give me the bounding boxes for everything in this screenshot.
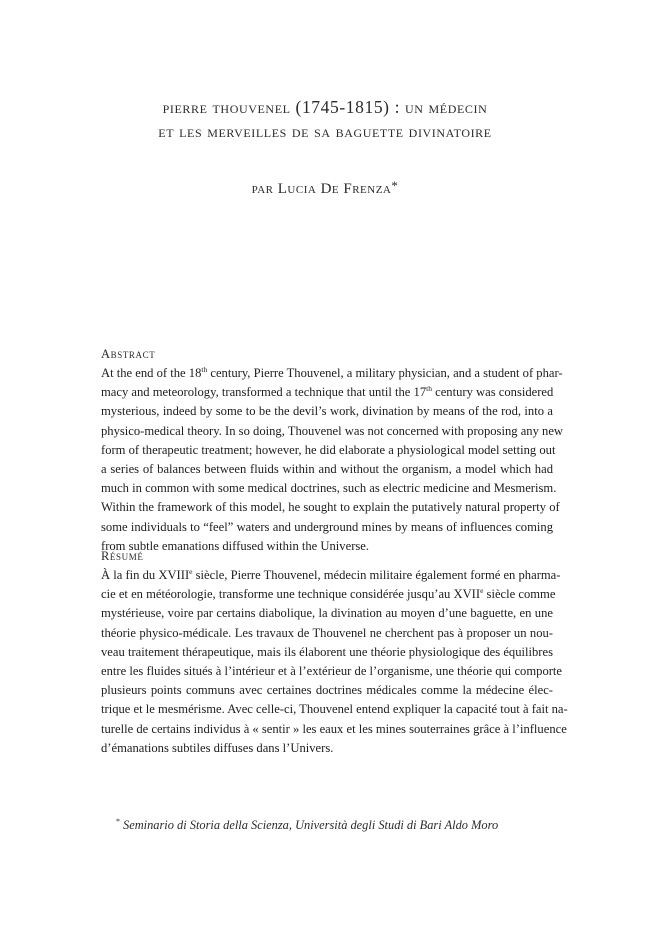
abstract-heading: Abstract [101, 347, 156, 361]
title-line-1: pierre thouvenel (1745-1815) : un médecin [162, 97, 488, 117]
resume-line [101, 681, 553, 700]
resume-line [101, 739, 553, 758]
abstract-line [101, 383, 553, 402]
resume-line [101, 662, 563, 681]
footnote-mark: * [116, 817, 120, 826]
line-text: century, Pierre Thouvenel, a military physician, and a student of phar- [207, 366, 563, 380]
abstract-line [101, 402, 553, 421]
line-text: veau traitement thérapeutique, mais ils élaborent une théorie physiologique des équilibres [101, 644, 553, 659]
abstract-line [101, 537, 553, 556]
resume-line [101, 566, 561, 585]
line-text: siècle comme [483, 587, 556, 602]
ordinal-superscript: th [426, 384, 432, 394]
article-title [60, 95, 590, 143]
line-text: mysterious, indeed by some to be the devil’s work, divination by means of the rod, into a [101, 404, 553, 419]
line-text: cie et en météorologie, transforme une technique considérée jusqu’au XVII [101, 587, 481, 602]
author-byline [60, 178, 590, 198]
line-text: At the end of the 18 [101, 366, 202, 380]
abstract-line [101, 518, 553, 537]
line-text: mystérieuse, voire par certains diabolique, la divination au moyen d’une baguette, en une [101, 606, 553, 621]
footnote-text: Seminario di Storia della Scienza, Università degli Studi di Bari Aldo Moro [123, 818, 499, 832]
title-line-2: et les merveilles de sa baguette divinatoire [158, 121, 492, 141]
ordinal-superscript: th [201, 365, 208, 374]
resume-heading: Résumé [101, 549, 144, 563]
abstract-text [101, 364, 564, 556]
resume-line [101, 700, 568, 719]
resume-line [101, 720, 567, 739]
resume-line [101, 624, 553, 643]
line-text: century was considered [431, 385, 554, 400]
resume-line [101, 643, 553, 662]
line-text: from subtle emanations diffused within the Universe. [101, 538, 370, 553]
line-text: macy and meteorology, transformed a technique that until the 17 [101, 385, 427, 400]
abstract-line [101, 479, 557, 498]
resume-line [101, 585, 556, 604]
line-text: trique et le mesmérisme. Avec celle-ci, Thouvenel entend expliquer la capacité tout à fait na- [101, 702, 568, 717]
line-text: entre les fluides situés à l’intérieur et à l’extérieur de l’organisme, une théorie qui comporte [101, 664, 563, 679]
footnote-marker: * [391, 178, 399, 193]
abstract-line [101, 441, 556, 460]
line-text: plusieurs points communs avec certaines doctrines médicales comme la médecine élec- [101, 683, 553, 698]
line-text: Within the framework of this model, he sought to explain the putatively natural property of [101, 500, 560, 515]
abstract-line [101, 460, 553, 479]
line-text: physico-medical theory. In so doing, Thouvenel was not concerned with proposing any new [101, 423, 564, 438]
line-text: d’émanations subtiles diffuses dans l’Univers. [101, 740, 334, 755]
abstract-line [101, 422, 564, 441]
line-text: À la fin du XVIII [101, 568, 190, 582]
resume-text [101, 566, 568, 758]
line-text: form of therapeutic treatment; however, he did elaborate a physiological model setting out [101, 442, 556, 457]
ordinal-superscript: e [189, 567, 193, 576]
line-text: a series of balances between fluids within and without the organism, a model which had [101, 462, 553, 477]
author-name: Lucia De Frenza [277, 181, 392, 197]
line-text: some individuals to “feel” waters and underground mines by means of influences coming [101, 519, 553, 534]
resume-line [101, 604, 553, 623]
byline-prefix: par [251, 181, 274, 197]
line-text: much in common with some medical doctrines, such as electric medicine and Mesmerism. [101, 481, 557, 496]
ordinal-superscript: e [480, 586, 484, 596]
abstract-line [101, 498, 560, 517]
line-text: turelle de certains individus à « sentir » les eaux et les mines souterraines grâce à l’influence [101, 721, 567, 736]
abstract-line [101, 364, 563, 383]
line-text: théorie physico-médicale. Les travaux de Thouvenel ne cherchent pas à proposer un nou- [101, 625, 553, 640]
footnote [116, 817, 498, 833]
line-text: siècle, Pierre Thouvenel, médecin militaire également formé en pharma- [192, 568, 561, 582]
